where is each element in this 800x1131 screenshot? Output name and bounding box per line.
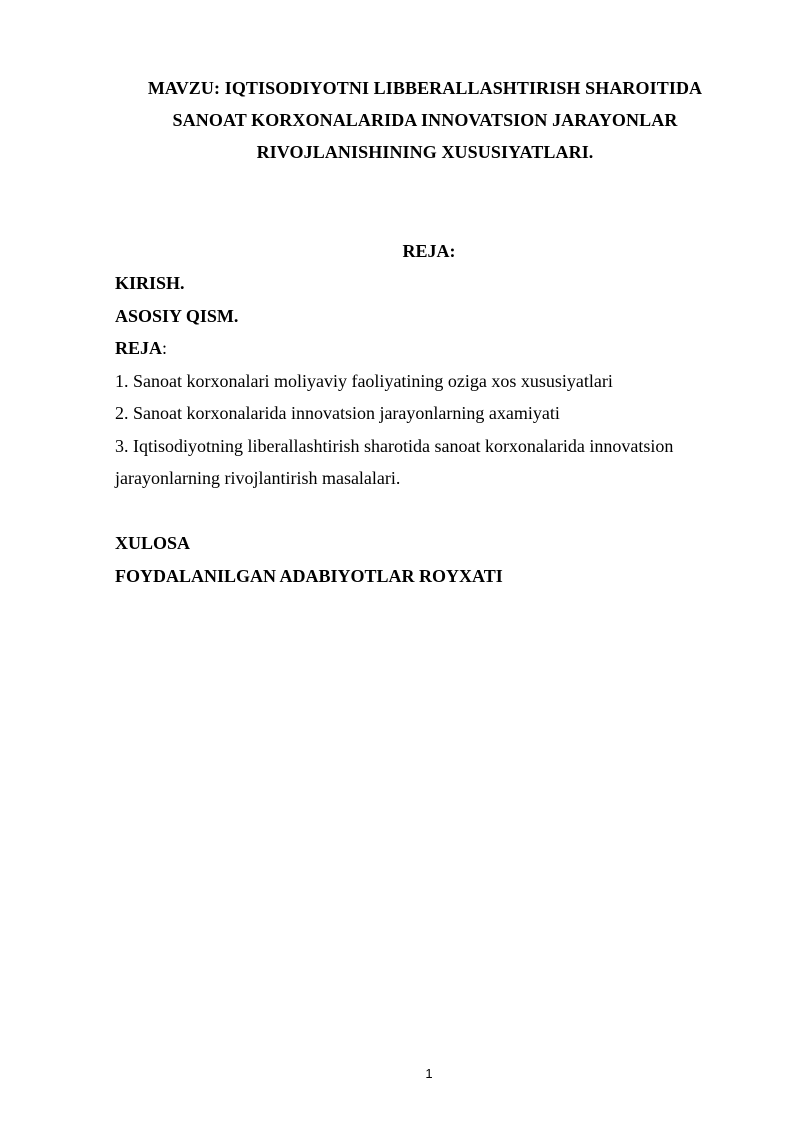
main-part-heading: ASOSIY QISM. — [115, 305, 239, 326]
intro-heading: KIRISH. — [115, 273, 185, 293]
title-line-1: MAVZU: IQTISODIYOTNI LIBBERALLASHTIRISH SHAROITIDA — [147, 78, 703, 98]
plan-item-2: 2. Sanoat korxonalarida innovatsion jarayonlarning axamiyati — [115, 403, 560, 423]
title-line-3: RIVOJLANISHINING XUSUSIYATLARI. — [256, 142, 594, 162]
plan-item-3-continued: jarayonlarning rivojlantirish masalalari. — [115, 468, 401, 488]
plan-heading: REJA: — [402, 241, 456, 261]
title-line-2: SANOAT KORXONALARIDA INNOVATSION JARAYONLAR — [172, 110, 678, 130]
references-heading: FOYDALANILGAN ADABIYOTLAR ROYXATI — [115, 565, 503, 586]
sub-plan-colon: : — [162, 338, 168, 358]
conclusion-heading: XULOSA — [115, 533, 191, 553]
plan-item-3: 3. Iqtisodiyotning liberallashtirish sharotida sanoat korxonalarida innovatsion — [115, 435, 674, 456]
document-title — [115, 72, 735, 168]
plan-item-1: 1. Sanoat korxonalari moliyaviy faoliyatining oziga xos xususiyatlari — [115, 370, 613, 391]
blank-line — [115, 495, 715, 528]
sub-plan-label: REJA — [115, 338, 163, 358]
page-number: 1 — [425, 1066, 433, 1081]
sub-plan-heading — [115, 332, 715, 365]
plan-content — [115, 267, 715, 592]
